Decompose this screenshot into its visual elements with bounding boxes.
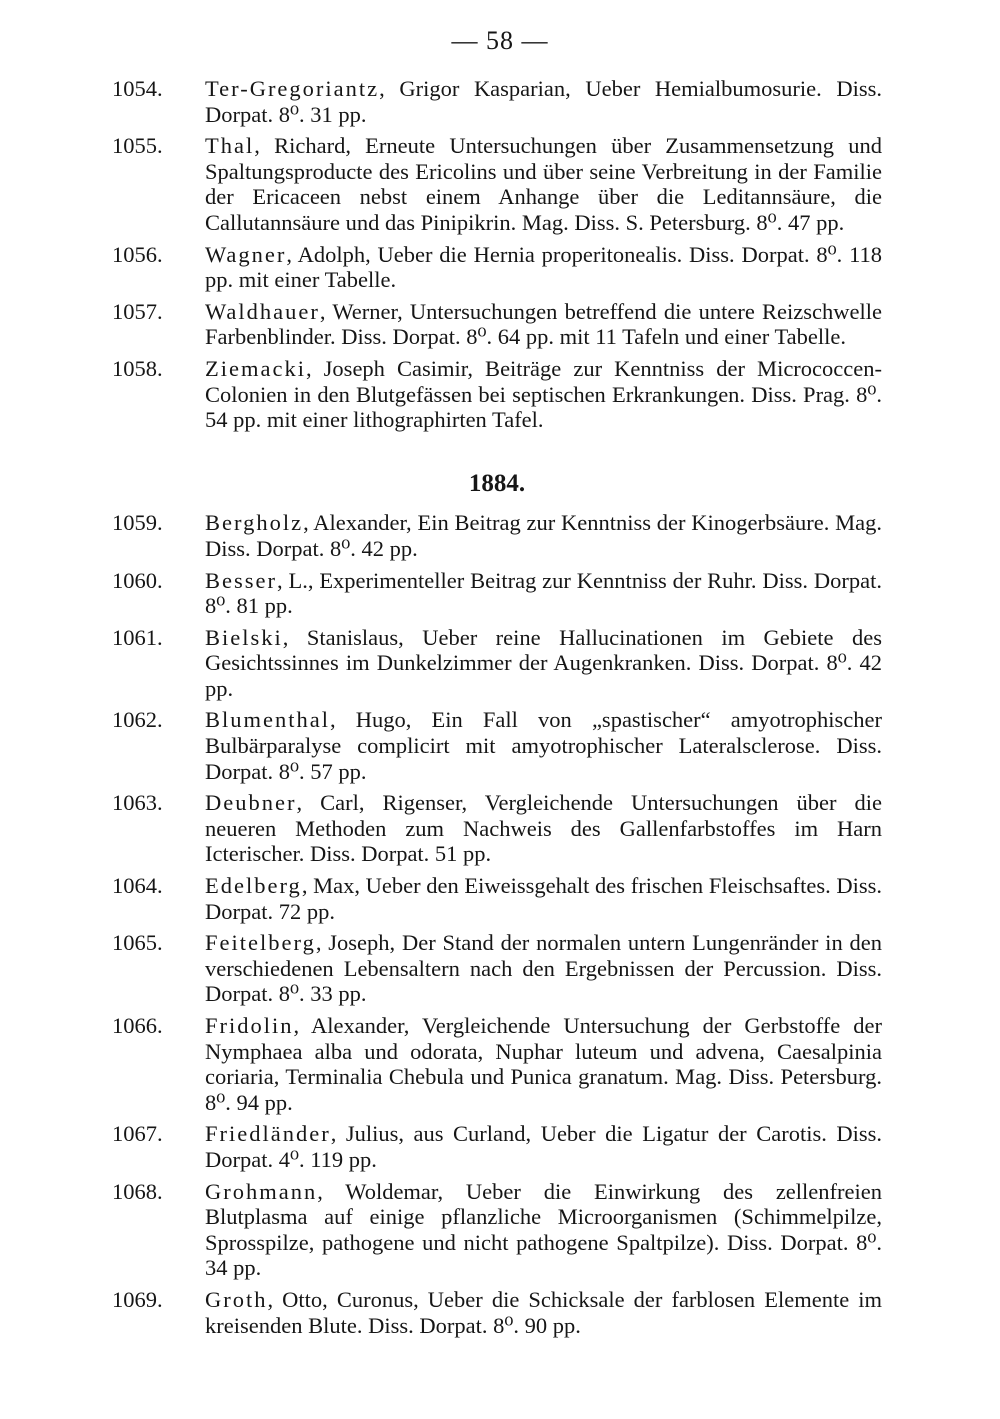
entry-text: , Joseph, Der Stand der normalen untern Lungenränder in den verschiedenen Lebensaltern nach den Ergebnissen der Percussion. Diss. Dorpat. 8⁰. 33 pp. [205, 930, 882, 1007]
bibliography-entry [112, 1013, 882, 1115]
bibliography-entry [112, 1121, 882, 1172]
entry-text: , Hugo, Ein Fall von „spastischer“ amyotrophischer Bulbärparalyse complicirt mit amyotrophischer Lateralsclerose. Diss. Dorpat. 8⁰. 57 pp. [205, 707, 882, 784]
entry-text: , Alexander, Vergleichende Untersuchung der Gerbstoffe der Nymphaea alba und odorata, Nuphar luteum und advena, Caesalpinia coriaria, Terminalia Chebula und Punica granatum. Mag. Diss. Petersburg. 8⁰. 94 pp. [205, 1013, 882, 1115]
entry-number: 1059. [112, 510, 163, 536]
entry-number: 1061. [112, 624, 163, 650]
entry-number: 1065. [112, 930, 163, 956]
entry-text: , Woldemar, Ueber die Einwirkung des zellenfreien Blutplasma auf einige pflanzliche Microorganismen (Schimmelpilze, Sprosspilze, pathogene und nicht pathogene Spaltpilze). Diss. Dorpat. 8⁰. 34 pp. [205, 1178, 882, 1281]
entry-text: , L., Experimenteller Beitrag zur Kenntniss der Ruhr. Diss. Dorpat. 8⁰. 81 pp. [205, 567, 882, 619]
entry-author: Besser [205, 567, 277, 593]
bibliography-entry [112, 873, 882, 924]
bibliography-entry [112, 133, 882, 235]
bibliography-entry [112, 299, 882, 350]
bibliography-entry [112, 510, 882, 561]
entry-number: 1060. [112, 567, 163, 593]
entry-text: , Werner, Untersuchungen betreffend die untere Reizschwelle Farbenblinder. Diss. Dorpat. 8⁰. 64 pp. mit 11 Tafeln und einer Tabelle. [205, 298, 882, 350]
entry-number: 1068. [112, 1178, 163, 1204]
entry-number: 1057. [112, 298, 163, 324]
entry-number: 1067. [112, 1121, 163, 1147]
entry-text: , Stanislaus, Ueber reine Hallucinationen im Gebiete des Gesichtssinnes im Dunkelzimmer der Augenkranken. Diss. Dorpat. 8⁰. 42 pp. [205, 624, 882, 701]
entries-group-1883 [112, 76, 882, 433]
bibliography-entry [112, 76, 882, 127]
entry-author: Thal [205, 133, 255, 159]
entry-author: Fridolin [205, 1013, 294, 1038]
entry-author: Feitelberg [205, 930, 316, 956]
bibliography-entry [112, 625, 882, 702]
bibliography-list [112, 76, 882, 1344]
entry-text: , Adolph, Ueber die Hernia properitonealis. Diss. Dorpat. 8⁰. 118 pp. mit einer Tabelle. [205, 241, 882, 293]
entry-number: 1062. [112, 707, 163, 733]
entry-number: 1056. [112, 241, 163, 267]
entry-number: 1066. [112, 1013, 163, 1038]
entry-author: Bielski [205, 624, 283, 650]
entry-number: 1069. [112, 1286, 163, 1312]
entry-text: , Alexander, Ein Beitrag zur Kenntniss der Kinogerbsäure. Mag. Diss. Dorpat. 8⁰. 42 pp. [205, 510, 882, 561]
bibliography-entry [112, 1287, 882, 1338]
entry-number: 1063. [112, 790, 163, 816]
entry-author: Edelberg [205, 873, 302, 899]
bibliography-entry [112, 1179, 882, 1281]
bibliography-entry [112, 568, 882, 619]
entry-text: , Otto, Curonus, Ueber die Schicksale der farblosen Elemente im kreisenden Blute. Diss. Dorpat. 8⁰. 90 pp. [205, 1286, 882, 1338]
entry-text: , Richard, Erneute Untersuchungen über Zusammensetzung und Spaltungsproducte des Ericolins und über seine Verbreitung in der Familie der Ericaceen nebst einem Anhange über die Leditannsäure, die Callutannsäure und das Pinipikrin. Mag. Diss. S. Petersburg. 8⁰. 47 pp. [205, 133, 882, 235]
entry-author: Ter-Gregoriantz [205, 76, 380, 101]
entry-author: Deubner [205, 790, 297, 816]
entry-number: 1058. [112, 355, 163, 381]
bibliography-entry [112, 707, 882, 784]
entry-text: , Joseph Casimir, Beiträge zur Kenntniss der Micrococcen-Colonien in den Blutgefässen bei septischen Erkrankungen. Diss. Prag. 8⁰. 54 pp. mit einer lithographirten Tafel. [205, 355, 882, 433]
entry-author: Ziemacki [205, 355, 306, 381]
entries-group-1884 [112, 510, 882, 1338]
bibliography-entry [112, 242, 882, 293]
entry-number: 1054. [112, 76, 163, 101]
entry-number: 1064. [112, 873, 163, 899]
page-number: — 58 — [451, 26, 549, 55]
entry-author: Waldhauer [205, 298, 320, 324]
entry-text: , Max, Ueber den Eiweissgehalt des frischen Fleischsaftes. Diss. Dorpat. 72 pp. [205, 873, 882, 924]
entry-number: 1055. [112, 133, 163, 159]
entry-author: Bergholz [205, 510, 304, 536]
bibliography-entry [112, 930, 882, 1007]
bibliography-entry [112, 790, 882, 867]
entry-author: Wagner [205, 241, 287, 267]
entry-author: Friedländer [205, 1121, 331, 1147]
entry-text: , Grigor Kasparian, Ueber Hemialbumosurie. Diss. Dorpat. 8⁰. 31 pp. [205, 76, 882, 127]
entry-author: Groth [205, 1286, 268, 1312]
entry-author: Blumenthal [205, 707, 330, 733]
year-heading: 1884. [468, 469, 526, 497]
entry-text: , Julius, aus Curland, Ueber die Ligatur der Carotis. Diss. Dorpat. 4⁰. 119 pp. [205, 1121, 882, 1172]
entry-author: Grohmann [205, 1178, 318, 1204]
entry-text: , Carl, Rigenser, Vergleichende Untersuchungen über die neueren Methoden zum Nachweis des Gallenfarbstoffes im Harn Icterischer. Diss. Dorpat. 51 pp. [205, 790, 882, 867]
bibliography-entry [112, 356, 882, 433]
